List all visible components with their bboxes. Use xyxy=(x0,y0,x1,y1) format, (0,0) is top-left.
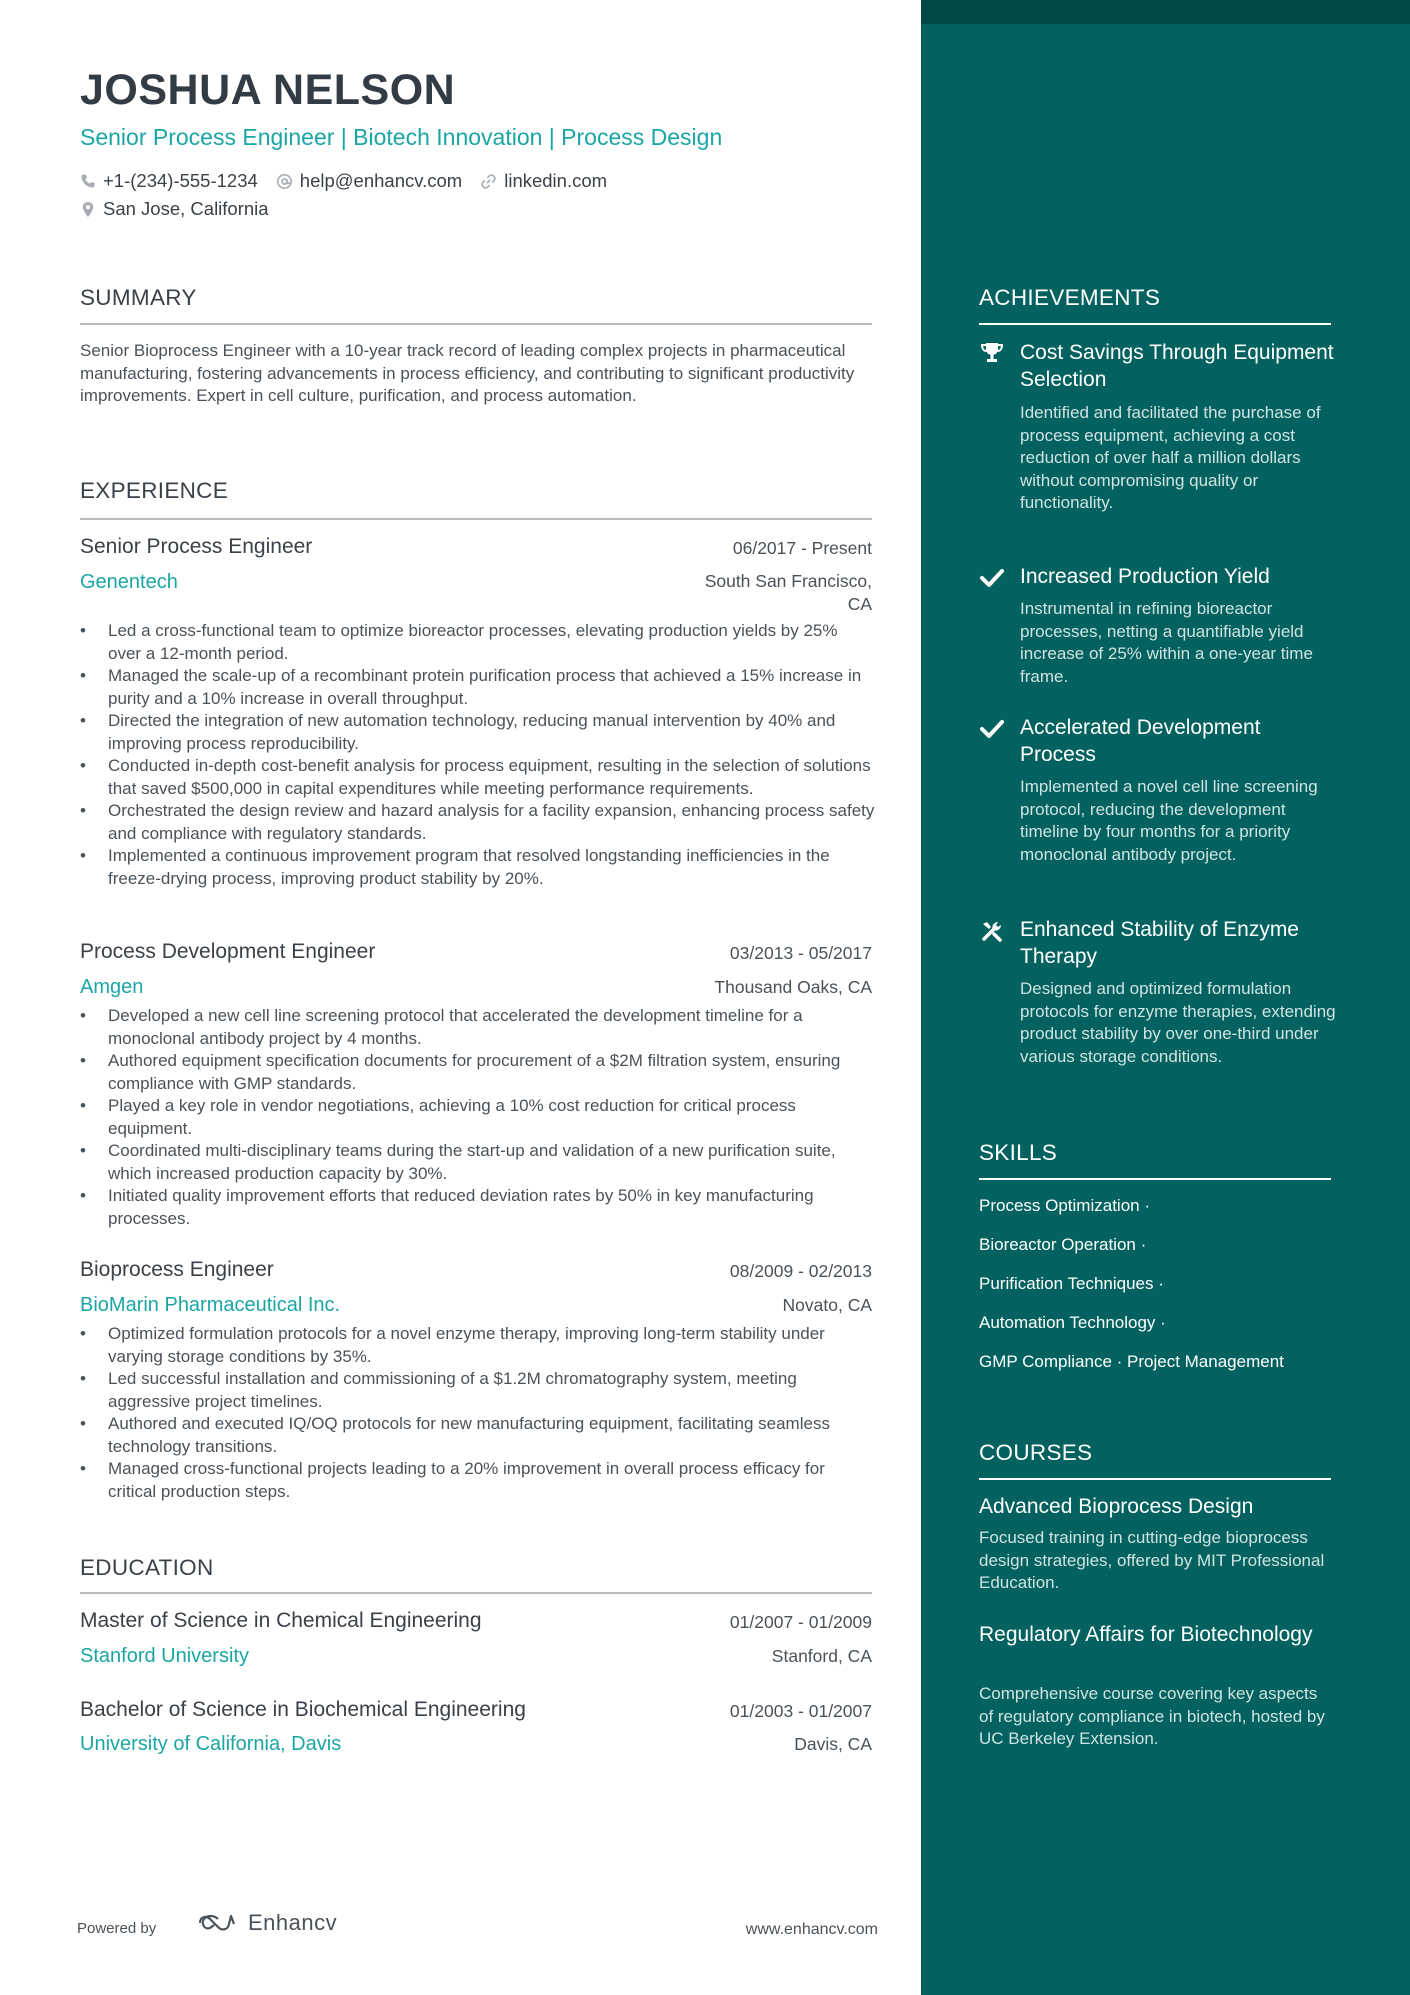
course-title: Advanced Bioprocess Design xyxy=(979,1495,1254,1518)
candidate-headline: Senior Process Engineer | Biotech Innovation | Process Design xyxy=(80,124,723,150)
job-location: Novato, CA xyxy=(782,1295,872,1315)
course-title: Regulatory Affairs for Biotechnology xyxy=(979,1623,1313,1646)
link-text: linkedin.com xyxy=(504,170,608,191)
job-bullets xyxy=(80,1323,875,1503)
skills-divider xyxy=(979,1178,1331,1180)
enhancv-logo[interactable] xyxy=(196,1910,337,1936)
link-icon xyxy=(480,173,497,190)
school-location: Davis, CA xyxy=(794,1734,872,1754)
experience-divider xyxy=(80,518,872,520)
school-location: Stanford, CA xyxy=(771,1646,872,1666)
summary-text: Senior Bioprocess Engineer with a 10-year track record of leading complex projects in pharmaceutical manufacturing, fostering advancements in process efficiency, and contributing to significant productivity improvements. Expert in cell culture, purification, and process automation. xyxy=(80,341,855,405)
job-company[interactable]: Genentech xyxy=(80,571,178,593)
achievement-title: Cost Savings Through Equipment Selection xyxy=(1020,341,1334,391)
job-bullet: • Managed the scale-up of a recombinant protein purification process that achieved a 15% increase in purity and a 10% increase in overall throughput. xyxy=(80,665,875,710)
education-divider xyxy=(80,1592,872,1594)
job-bullets xyxy=(80,1005,875,1230)
school-name[interactable]: Stanford University xyxy=(80,1645,249,1667)
courses-divider xyxy=(979,1478,1331,1480)
job-title: Senior Process Engineer xyxy=(80,535,313,558)
checkmark-icon xyxy=(979,716,1005,742)
enhancv-infinity-icon xyxy=(196,1911,242,1935)
achievements-heading: ACHIEVEMENTS xyxy=(979,285,1161,310)
job-bullet: • Authored and executed IQ/OQ protocols for new manufacturing equipment, facilitating seamless technology transitions. xyxy=(80,1413,875,1458)
job-title: Bioprocess Engineer xyxy=(80,1258,274,1281)
job-dates: 08/2009 - 02/2013 xyxy=(729,1261,872,1281)
achievement-description: Implemented a novel cell line screening protocol, reducing the development timeline by four months for a priority monoclonal antibody project. xyxy=(1020,777,1318,864)
powered-by-label: Powered by xyxy=(77,1920,157,1937)
job-company[interactable]: BioMarin Pharmaceutical Inc. xyxy=(80,1294,341,1316)
achievement-description: Instrumental in refining bioreactor processes, netting a quantifiable yield increase of 25% within a one-year time frame. xyxy=(1020,599,1313,686)
footer-url[interactable]: www.enhancv.com xyxy=(745,1921,878,1938)
job-bullet: • Authored equipment specification documents for procurement of a $2M filtration system, ensuring compliance with GMP standards. xyxy=(80,1050,875,1095)
job-dates: 06/2017 - Present xyxy=(732,538,872,558)
summary-heading: SUMMARY xyxy=(80,285,197,310)
tools-icon xyxy=(979,918,1005,944)
degree-dates: 01/2007 - 01/2009 xyxy=(729,1612,872,1632)
job-location-line1: South San Francisco, xyxy=(704,571,872,591)
job-bullet: • Developed a new cell line screening protocol that accelerated the development timeline for a monoclonal antibody project by 4 months. xyxy=(80,1005,875,1050)
candidate-name: JOSHUA NELSON xyxy=(80,66,456,114)
enhancv-brand-text: Enhancv xyxy=(248,1910,338,1935)
skill-item: GMP Compliance · Project Management xyxy=(979,1352,1284,1371)
location-row xyxy=(80,198,287,220)
phone-icon xyxy=(80,173,96,189)
phone-text: +1-(234)-555-1234 xyxy=(103,170,258,191)
achievement-title: Accelerated Development Process xyxy=(1020,716,1261,766)
job-bullet: • Managed cross-functional projects leading to a 20% improvement in overall process efficacy for critical production steps. xyxy=(80,1458,875,1503)
degree-title: Bachelor of Science in Biochemical Engineering xyxy=(80,1698,526,1721)
skill-item: Automation Technology · xyxy=(979,1313,1166,1332)
degree-dates: 01/2003 - 01/2007 xyxy=(729,1701,872,1721)
job-company[interactable]: Amgen xyxy=(80,976,144,998)
contact-phone[interactable] xyxy=(80,170,258,192)
job-bullet: • Orchestrated the design review and hazard analysis for a facility expansion, enhancing process safety and compliance with regulatory standards. xyxy=(80,800,875,845)
location-pin-icon xyxy=(80,201,96,218)
achievement-description: Designed and optimized formulation protocols for enzyme therapies, extending product stability by over one-third under various storage conditions. xyxy=(1020,979,1336,1066)
contact-email[interactable] xyxy=(276,170,462,192)
skill-item: Process Optimization · xyxy=(979,1196,1150,1215)
at-icon xyxy=(276,173,293,190)
experience-heading: EXPERIENCE xyxy=(80,478,229,503)
courses-heading: COURSES xyxy=(979,1440,1093,1465)
location-text: San Jose, California xyxy=(103,198,269,219)
email-text: help@enhancv.com xyxy=(299,170,463,191)
summary-divider xyxy=(80,323,872,325)
job-bullet: • Conducted in-depth cost-benefit analysis for process equipment, resulting in the selection of solutions that saved $500,000 in capital expenditures while meeting performance requirements. xyxy=(80,755,875,800)
job-bullet: • Played a key role in vendor negotiations, achieving a 10% cost reduction for critical process equipment. xyxy=(80,1095,875,1140)
job-bullet: • Led successful installation and commissioning of a $1.2M chromatography system, meeting aggressive project timelines. xyxy=(80,1368,875,1413)
achievements-divider xyxy=(979,323,1331,325)
achievement-description: Identified and facilitated the purchase of process equipment, achieving a cost reduction of over half a million dollars without compromising quality or functionality. xyxy=(1020,403,1321,512)
skills-heading: SKILLS xyxy=(979,1140,1058,1165)
degree-title: Master of Science in Chemical Engineering xyxy=(80,1609,482,1632)
course-description: Comprehensive course covering key aspects of regulatory compliance in biotech, hosted by UC Berkeley Extension. xyxy=(979,1684,1325,1748)
achievement-title: Increased Production Yield xyxy=(1020,565,1270,588)
job-bullet: • Directed the integration of new automation technology, reducing manual intervention by 40% and improving process reproducibility. xyxy=(80,710,875,755)
contact-row xyxy=(80,170,625,192)
job-bullet: • Coordinated multi-disciplinary teams during the start-up and validation of a new purification suite, which increased production capacity by 30%. xyxy=(80,1140,875,1185)
job-bullet: • Implemented a continuous improvement program that resolved longstanding inefficiencies in the freeze-drying process, improving product stability by 20%. xyxy=(80,845,875,890)
school-name[interactable]: University of California, Davis xyxy=(80,1733,342,1755)
sidebar-top-band xyxy=(921,0,1410,24)
course-description: Focused training in cutting-edge bioprocess design strategies, offered by MIT Professional Education. xyxy=(979,1528,1325,1592)
job-bullets xyxy=(80,620,875,890)
skill-item: Bioreactor Operation · xyxy=(979,1235,1147,1254)
job-location-line2: CA xyxy=(847,593,872,614)
education-heading: EDUCATION xyxy=(80,1555,214,1580)
contact-link[interactable] xyxy=(480,170,607,192)
checkmark-icon xyxy=(979,565,1005,591)
achievement-title: Enhanced Stability of Enzyme Therapy xyxy=(1020,918,1299,968)
job-dates: 03/2013 - 05/2017 xyxy=(729,943,872,963)
job-bullet: • Optimized formulation protocols for a novel enzyme therapy, improving long-term stability under varying storage conditions by 35%. xyxy=(80,1323,875,1368)
trophy-icon xyxy=(979,340,1005,366)
job-bullet: • Initiated quality improvement efforts that reduced deviation rates by 50% in key manufacturing processes. xyxy=(80,1185,875,1230)
job-location xyxy=(705,570,872,615)
job-location: Thousand Oaks, CA xyxy=(714,977,872,997)
job-bullet: • Led a cross-functional team to optimize bioreactor processes, elevating production yields by 25% over a 12-month period. xyxy=(80,620,875,665)
skill-item: Purification Techniques · xyxy=(979,1274,1164,1293)
contact-location xyxy=(80,198,269,220)
job-title: Process Development Engineer xyxy=(80,940,376,963)
